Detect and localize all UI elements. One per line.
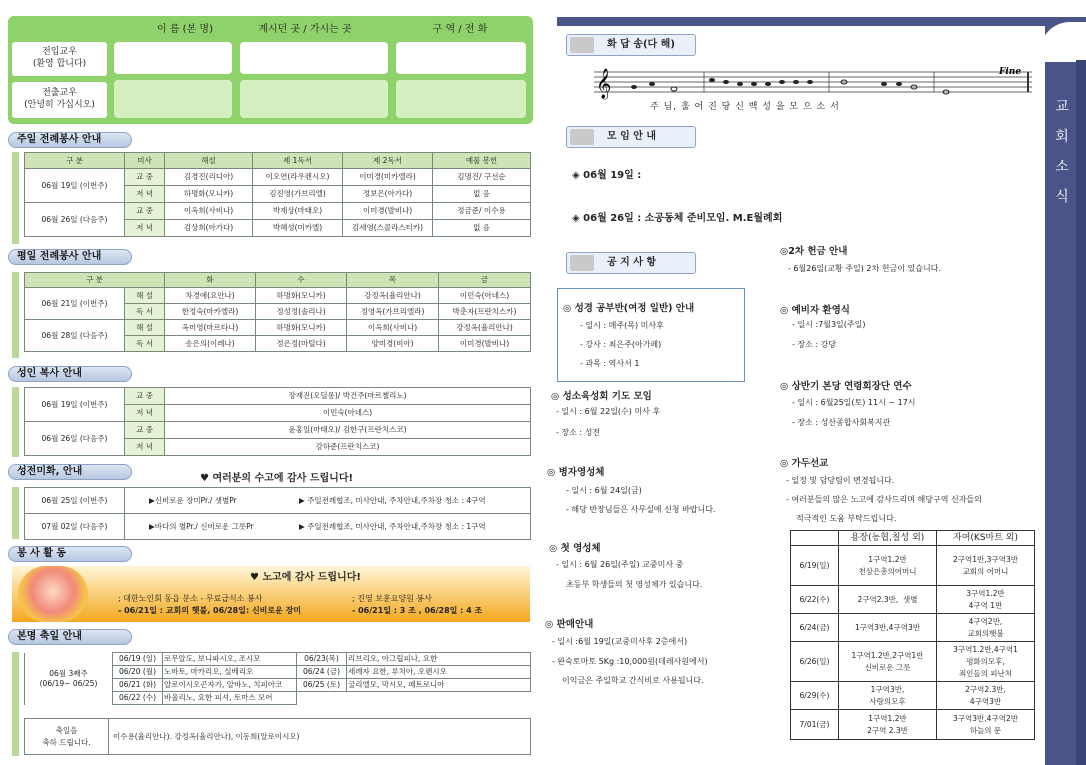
- weekday-date: 06월 28일 (다음주): [25, 320, 125, 352]
- sunday-cell: 김명진/ 구선순: [433, 169, 531, 186]
- first-l2: 초등부 학생들의 첫 영성체가 있습니다.: [566, 580, 703, 589]
- visit-h0: [791, 531, 839, 546]
- visit-cell: 1구역3반,4구역3반: [839, 614, 937, 642]
- retreat-head: ◎ 상반기 본당 연령회장단 연수: [780, 381, 912, 392]
- visit-date: 6/26(일): [791, 642, 839, 682]
- sunday-table: [24, 152, 531, 237]
- nameday-bar: [12, 652, 19, 756]
- adult-cell: 윤홍일(마태오)/ 김한구(프란치스코): [165, 422, 531, 439]
- notice-title-box: [566, 252, 696, 274]
- meeting-item2: ◈ 06월 26일 : 소공동체 준비모임. M.E월례회: [572, 213, 783, 224]
- sunday-cell: 이오연(라우렌시오): [253, 169, 343, 186]
- service-thanks: [250, 568, 361, 583]
- first-head: ◎ 첫 영성체: [549, 543, 601, 554]
- weekday-cell: 차경애(요안나): [165, 288, 256, 304]
- celebrate-names: 이수용(율리안나). 강정옥(율리안나), 이동희(알로이시오): [109, 719, 531, 755]
- sunday-cell: 김경진(리디아): [165, 169, 253, 186]
- sunday-cell: 이미경(발비나): [343, 203, 433, 220]
- sunday-h0: 구 분: [25, 153, 125, 169]
- weekday-cell: 정영옥(가브리엘라): [347, 304, 439, 320]
- weekday-table: [24, 272, 531, 352]
- out-name-field[interactable]: [114, 80, 232, 118]
- cleaning-pr: ▶바다의 별Pr./ 신비로운 그릇Pr: [149, 521, 254, 531]
- row-out-label: 전출교우 (안녕히 가십시오): [12, 82, 107, 118]
- weekday-cell: 하명화(모니카): [256, 320, 347, 336]
- visit-cell: 4구역2반, 교회의햇불: [937, 614, 1035, 642]
- sunday-cell: 박혜성(미카엘): [253, 220, 343, 237]
- weekday-h0: 구 분: [25, 273, 165, 288]
- volunteers-illustration-icon: [18, 566, 88, 622]
- sale-l1: - 일시 :6월 19일(교중미사후 2층에서): [552, 637, 688, 646]
- sunday-cell: 박재상(마태오): [253, 203, 343, 220]
- cleaning-duty: ▶ 주일전례협조, 미사안내, 주차안내,주차장 청소 : 1구역: [299, 521, 486, 531]
- in-from-field[interactable]: [240, 42, 388, 74]
- visit-l3: 적극적인 도움 부탁드립니다.: [796, 514, 897, 523]
- col-name-header: 이 름 (본 명): [157, 24, 213, 35]
- adult-mass: 저 녁: [125, 405, 165, 422]
- side-label: 교 회 소 식: [1055, 99, 1069, 205]
- adult-cell: 강하준(프란치스코): [165, 439, 531, 456]
- sunday-cell: 이옥희(사비나): [165, 203, 253, 220]
- portrait-icon: [570, 129, 594, 145]
- visit-cell: 1구역3반, 사랑의모후: [839, 682, 937, 710]
- visit-date: 6/24(금): [791, 614, 839, 642]
- portrait-icon: [570, 37, 594, 53]
- side-right-strip: [1076, 60, 1086, 765]
- adult-mass: 저 녁: [125, 439, 165, 456]
- catechumen-head: ◎ 예비자 환영식: [780, 305, 850, 316]
- cleaning-date: 07월 02일 (다음주): [25, 514, 125, 540]
- sunday-h2: 해설: [165, 153, 253, 169]
- sunday-cell: 정보은(아가다): [343, 186, 433, 203]
- sunday-cell: 김세영(스콜라스티카): [343, 220, 433, 237]
- adult-date: 06월 19일 (이번주): [25, 388, 125, 422]
- celebrate-table: [24, 718, 531, 755]
- portrait-icon: [570, 255, 594, 271]
- adult-title: 성인 복사 안내: [8, 366, 132, 382]
- sick-l2: - 해당 반장님들은 사무실에 신청 바랍니다.: [566, 505, 716, 514]
- sunday-h3: 제 1독서: [253, 153, 343, 169]
- cleaning-thanks-text: 여러분의 수고에 감사 드립니다!: [212, 473, 354, 484]
- first-l1: - 일시 : 6월 26일(주일) 교중미사 중: [556, 560, 684, 569]
- service-line1b: ; 진영 보훈요양원 봉사: [352, 594, 432, 603]
- hymn-title-box: [566, 34, 696, 56]
- sale-head: ◎ 판매안내: [545, 619, 594, 630]
- sick-head: ◎ 병자영성체: [547, 467, 605, 478]
- cleaning-cell: [125, 488, 531, 514]
- visit-l2: - 여러분들의 많은 노고에 감사드리며 해당구역 신자들의: [786, 495, 982, 504]
- sunday-mass: 교 중: [125, 169, 165, 186]
- cleaning-cell: [125, 514, 531, 540]
- sunday-date: 06월 19일 (이번주): [25, 169, 125, 203]
- cleaning-date: 06월 25일 (이번주): [25, 488, 125, 514]
- catechumen-l1: - 일시 :7월3일(주일): [792, 320, 866, 329]
- nameday-saints: 알로이시오곤자가, 알바노, 치피아코: [163, 679, 297, 692]
- visit-l1: - 일정 및 담당팀이 변경됩니다.: [786, 476, 895, 485]
- visit-cell: 2구역2.3반, 4구역3반: [937, 682, 1035, 710]
- weekday-cell: 강정옥(율리안나): [439, 320, 531, 336]
- visit-cell: 1구역1.2반 2구역 2.3반: [839, 710, 937, 740]
- cleaning-title: 성전미화, 안내: [8, 464, 132, 480]
- sunday-title: 주일 전례봉사 안내: [8, 132, 132, 148]
- sunday-h5: 예물 봉헌: [433, 153, 531, 169]
- bible-l1: - 일시 : 매주(목) 미사후: [580, 321, 664, 330]
- sunday-h1: 미사: [125, 153, 165, 169]
- service-line2a: - 06/21일 : 교회의 햇불, 06/28일: 신비로운 장미: [118, 606, 302, 615]
- weekday-h3: 목: [347, 273, 439, 288]
- visit-cell: 2구역2.3반, 샛별: [839, 586, 937, 614]
- sacred-head: ◎ 성소육성회 기도 모임: [551, 391, 652, 402]
- weekday-cell: 한정숙(마카엘라): [165, 304, 256, 320]
- weekday-h2: 수: [256, 273, 347, 288]
- visit-date: 6/19(일): [791, 546, 839, 586]
- weekday-cell: 양미경(비아): [347, 336, 439, 352]
- meeting-title-box: [566, 126, 696, 148]
- cleaning-duty: ▶ 주일전례협조, 미사안내, 주차안내,주차장 청소 : 4구역: [299, 495, 486, 505]
- col-from-header: 계시던 곳 / 가시는 곳: [258, 24, 352, 35]
- in-name-field[interactable]: [114, 42, 232, 74]
- weekday-role: 독 서: [125, 336, 165, 352]
- visit-table: [790, 530, 1035, 740]
- weekday-date: 06월 21일 (이번주): [25, 288, 125, 320]
- visit-head: ◎ 가두선교: [780, 458, 829, 469]
- top-border-line: [557, 17, 1045, 26]
- nameday-day: 06/22 (수): [113, 692, 163, 705]
- retreat-l2: - 장소 : 성산종합사회복지관: [792, 418, 891, 427]
- sale-l3: 이익금은 주일학교 간식비로 사용됩니다.: [562, 676, 704, 685]
- sunday-bar: [12, 152, 19, 244]
- weekday-cell: 정성정(솔리나): [256, 304, 347, 320]
- weekday-h1: 화: [165, 273, 256, 288]
- weekday-role: 해 설: [125, 320, 165, 336]
- nameday-saints: 바울리노, 요한 피셔, 토마스 모어: [163, 692, 297, 705]
- visit-date: 7/01(금): [791, 710, 839, 740]
- nameday-saints: [347, 692, 531, 705]
- adult-date: 06월 26일 (다음주): [25, 422, 125, 456]
- adult-cell: 장재진(오딜롱)/ 박건주(마르첼리노): [165, 388, 531, 405]
- nameday-day: 06/19 (일): [113, 653, 163, 666]
- weekday-bar: [12, 272, 19, 358]
- weekday-cell: 박춘자(프란치스카): [439, 304, 531, 320]
- cleaning-bar: [12, 487, 19, 539]
- sick-l1: - 일시 : 6월 24일(금): [566, 486, 642, 495]
- cleaning-pr: ▶신비로운 장미Pr./ 샛별Pr: [149, 495, 237, 505]
- nameday-saints: 세례자 요한, 루치아, 오렌시오: [347, 666, 531, 679]
- weekday-cell: 이옥희(사비나): [347, 320, 439, 336]
- bible-l2: - 강사 : 최은주(아가페): [580, 340, 662, 349]
- nameday-title: 본명 축일 안내: [8, 629, 132, 645]
- heart-icon: ♥: [250, 572, 263, 583]
- nameday-saints: 로무알도, 보니파시오, 조시모: [163, 653, 297, 666]
- sunday-mass: 저 녁: [125, 220, 165, 237]
- sunday-cell: 김상희(아가다): [165, 220, 253, 237]
- out-area-field[interactable]: [396, 80, 526, 118]
- weekday-title: 평일 전례봉사 안내: [8, 249, 132, 265]
- retreat-l1: - 일시 : 6월25일(토) 11시 ~ 17시: [792, 398, 916, 407]
- in-area-field[interactable]: [396, 42, 526, 74]
- heart-icon: ♥: [200, 473, 213, 484]
- sunday-cell: 없 음: [433, 220, 531, 237]
- second-l1: - 6월26일(교황 주일) 2차 헌금이 있습니다.: [788, 264, 941, 273]
- visit-date: 6/22(수): [791, 586, 839, 614]
- nameday-saints: 노바토, 마카리오, 실베리오: [163, 666, 297, 679]
- weekday-cell: 이미경(발비나): [439, 336, 531, 352]
- weekday-role: 해 설: [125, 288, 165, 304]
- sunday-mass: 교 중: [125, 203, 165, 220]
- hymn-lyrics: 주 님, 훌 어 진 당 신 백 성 을 모 으 소 서: [650, 102, 840, 112]
- sale-l2: - 완숙토마토 5Kg :10,000원(데레사원에서): [552, 657, 708, 666]
- sacred-l2: - 장소 : 성전: [556, 428, 601, 437]
- weekday-role: 독 서: [125, 304, 165, 320]
- sunday-cell: 김진영(가브리엘): [253, 186, 343, 203]
- visit-cell: 3구역1.2반 4구역 1반: [937, 586, 1035, 614]
- sunday-cell: 이미경(미카엘라): [343, 169, 433, 186]
- visit-cell: 1구역1.2반,2구역1반 신비로운 그릇: [839, 642, 937, 682]
- row-in-label: 전입교우 (환영 합니다): [12, 42, 107, 76]
- adult-table: [24, 387, 531, 456]
- visit-h1: 용장(농협,칠성 외): [839, 531, 937, 546]
- celebrate-label: 축일을 축하 드립니다.: [25, 719, 109, 755]
- svg-text:𝄞: 𝄞: [596, 69, 612, 99]
- cleaning-table: [24, 487, 531, 540]
- catechumen-l2: - 장소 : 강당: [792, 340, 837, 349]
- bible-l3: - 과목 : 역사서 1: [580, 359, 640, 368]
- weekday-cell: 옥미영(마르타나): [165, 320, 256, 336]
- music-staff: [594, 66, 1034, 102]
- adult-cell: 이민숙(아네스): [165, 405, 531, 422]
- visit-cell: 1구역1.2반 천상은총의어머니: [839, 546, 937, 586]
- sacred-l1: - 일시 : 6월 22일(수) 미사 후: [556, 407, 661, 416]
- hymn-fine: Fine: [999, 67, 1022, 77]
- weekday-cell: 이민숙(아네스): [439, 288, 531, 304]
- visit-date: 6/29(수): [791, 682, 839, 710]
- nameday-week: 06월 3째주 (06/19~ 06/25): [25, 653, 113, 705]
- notice-title: 공 지 사 항: [607, 257, 657, 268]
- visit-cell: 2구역1반,3구역3반 교회의 어머니: [937, 546, 1035, 586]
- adult-mass: 교 중: [125, 422, 165, 439]
- sunday-cell: 없 음: [433, 186, 531, 203]
- nameday-saints: 리브리오, 아그립피나, 요한: [347, 653, 531, 666]
- hymn-title: 화 답 송(다 해): [607, 39, 675, 50]
- second-head: ◎2차 헌금 안내: [780, 246, 848, 257]
- sunday-cell: 하명화(모니카): [165, 186, 253, 203]
- cleaning-thanks: [200, 469, 353, 484]
- nameday-table: [24, 652, 531, 705]
- visit-h2: 자여(KS마트 외): [937, 531, 1035, 546]
- nameday-day: [297, 692, 347, 705]
- out-from-field[interactable]: [240, 80, 388, 118]
- bible-head: ◎ 성경 공부반(여정 일반) 안내: [563, 303, 695, 314]
- adult-mass: 교 중: [125, 388, 165, 405]
- visit-cell: 3구역3반,4구역2반 하늘의 문: [937, 710, 1035, 740]
- weekday-cell: 정은정(마틸다): [256, 336, 347, 352]
- sunday-mass: 저 녁: [125, 186, 165, 203]
- nameday-day: 06/21 (화): [113, 679, 163, 692]
- col-area-header: 구 역 / 전 화: [432, 24, 488, 35]
- nameday-day: 06/25 (토): [297, 679, 347, 692]
- nameday-saints: 굴리엘모, 막시모, 페트로니아: [347, 679, 531, 692]
- service-line2b: - 06/21일 : 3 조 , 06/28일 : 4 조: [352, 606, 483, 615]
- meeting-item1: ◈ 06월 19일 :: [572, 170, 642, 181]
- weekday-h4: 금: [439, 273, 531, 288]
- meeting-title: 모 임 안 내: [607, 131, 657, 142]
- sunday-h4: 제 2독서: [343, 153, 433, 169]
- weekday-cell: 하명화(모니카): [256, 288, 347, 304]
- weekday-cell: 강정옥(율리안나): [347, 288, 439, 304]
- nameday-day: 06/24 (금): [297, 666, 347, 679]
- visit-cell: 3구역1.2반,4구역1 평화의모후, 죄인들의 피난처: [937, 642, 1035, 682]
- service-line1a: ; 대한노인회 동읍 분소 - 무료급식소 봉사: [118, 594, 263, 603]
- nameday-day: 06/23(목): [297, 653, 347, 666]
- sunday-cell: 정금준/ 이수용: [433, 203, 531, 220]
- nameday-day: 06/20 (월): [113, 666, 163, 679]
- service-thanks-text: 노고에 감사 드립니다!: [262, 572, 361, 583]
- adult-bar: [12, 387, 19, 457]
- sunday-date: 06월 26일 (다음주): [25, 203, 125, 237]
- service-title: 봉 사 활 동: [8, 546, 132, 562]
- weekday-cell: 송은의(이레나): [165, 336, 256, 352]
